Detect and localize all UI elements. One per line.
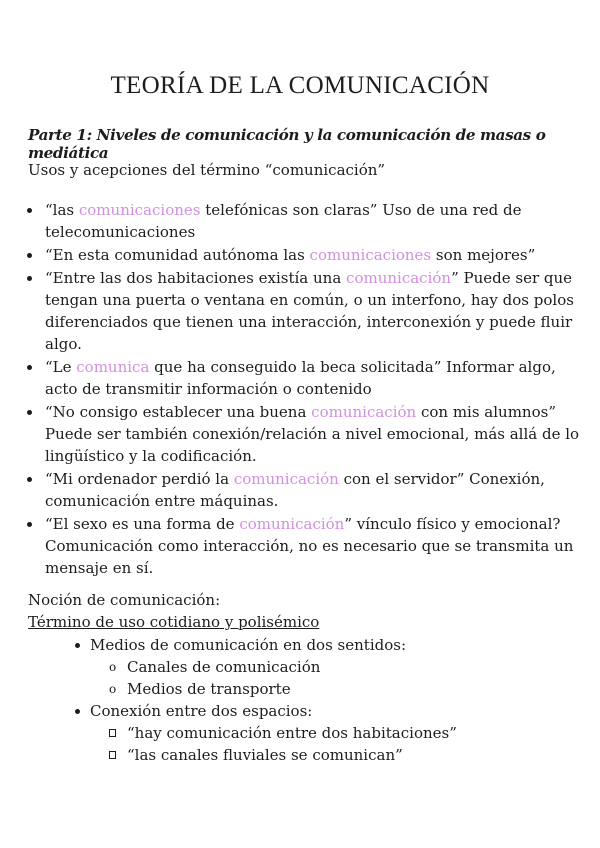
circle-marker-icon: o — [109, 660, 117, 674]
document-title: TEORÍA DE LA COMUNICACIÓN — [110, 72, 490, 99]
list-item: “No consigo establecer una buena comunicación con mis alumnos” Puede ser también conexión/relación a nivel emocional, más allá de lo lingüístico y la codificación. — [0, 401, 600, 467]
bullet-icon — [27, 253, 32, 258]
bullet-icon — [75, 709, 80, 714]
bullet-icon — [75, 643, 80, 648]
highlighted-term: comunicación — [311, 403, 417, 421]
list-item: “En esta comunidad autónoma las comunicaciones son mejores” — [0, 244, 600, 266]
square-marker-icon — [109, 729, 116, 737]
bullet-icon — [27, 276, 32, 281]
outline-subitem: “hay comunicación entre dos habitaciones” — [127, 722, 457, 744]
highlighted-term: comunicaciones — [78, 201, 201, 219]
bullet-icon — [27, 208, 32, 213]
outline-subitem: o Canales de comunicación — [109, 658, 321, 676]
subheading: Usos y acepciones del término “comunicación” — [28, 161, 386, 179]
list-item: “Entre las dos habitaciones existía una comunicación” Puede ser que tengan una puerta o ventana en común, o un interfono, hay dos polos diferenciados que tienen una interacción, interconexión y puede fluir algo. — [0, 267, 600, 355]
bullet-icon — [27, 365, 32, 370]
section-heading: Parte 1: Niveles de comunicación y la comunicación de masas o mediática — [28, 126, 546, 162]
examples-list — [0, 199, 600, 579]
highlighted-term: comunica — [76, 358, 150, 376]
highlighted-term: comunicación — [346, 269, 452, 287]
notion-heading: Noción de comunicación: — [28, 591, 221, 609]
list-item: “las comunicaciones telefónicas son claras” Uso de una red de telecomunicaciones — [0, 199, 600, 243]
bullet-icon — [27, 522, 32, 527]
bullet-icon — [27, 410, 32, 415]
list-item: “Mi ordenador perdió la comunicación con el servidor” Conexión, comunicación entre máquinas. — [0, 468, 600, 512]
term-line: Término de uso cotidiano y polisémico — [28, 613, 320, 631]
outline-subitem: o Medios de transporte — [109, 680, 291, 698]
highlighted-term: comunicación — [239, 515, 345, 533]
highlighted-term: comunicaciones — [309, 246, 432, 264]
outline-item: Conexión entre dos espacios: — [90, 700, 312, 722]
list-item: “El sexo es una forma de comunicación” vínculo físico y emocional? Comunicación como interacción, no es necesario que se transmita un mensaje en sí. — [0, 513, 600, 579]
list-item: “Le comunica que ha conseguido la beca solicitada” Informar algo, acto de transmitir información o contenido — [0, 356, 600, 400]
outline-subitem: “las canales fluviales se comunican” — [127, 744, 403, 766]
outline-item: Medios de comunicación en dos sentidos: — [90, 634, 406, 656]
circle-marker-icon: o — [109, 682, 117, 696]
highlighted-term: comunicación — [233, 470, 339, 488]
bullet-icon — [27, 477, 32, 482]
square-marker-icon — [109, 751, 116, 759]
